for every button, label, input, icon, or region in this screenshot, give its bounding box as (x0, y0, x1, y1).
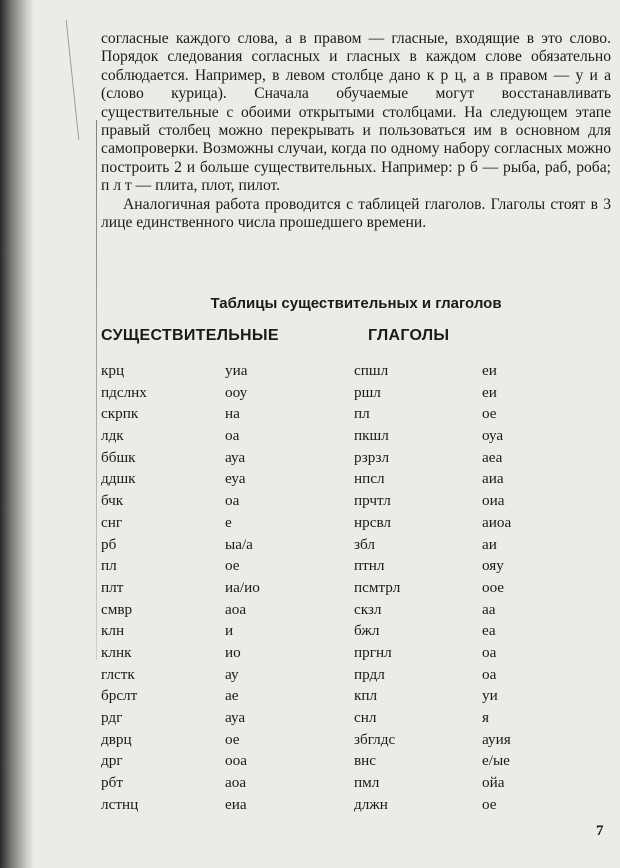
noun-consonants-cell: рдг (101, 709, 123, 726)
table-row (0, 687, 620, 709)
table-row (0, 405, 620, 427)
noun-consonants-cell: бчк (101, 492, 124, 510)
noun-consonants-cell: лстнц (101, 795, 139, 813)
verb-consonants-cell: прдл (354, 665, 385, 683)
verb-vowels-cell: е/ые (482, 752, 510, 770)
verb-vowels-cell: оа (482, 665, 497, 683)
noun-vowels-cell: ооа (225, 752, 247, 770)
verb-consonants-cell: псмтрл (354, 578, 401, 596)
verb-consonants-cell: кпл (354, 687, 378, 705)
verb-vowels-cell: аа (482, 600, 496, 618)
noun-consonants-cell: дврц (101, 730, 132, 748)
noun-consonants-cell: крц (101, 362, 125, 379)
noun-vowels-cell: ауа (225, 448, 246, 466)
table-row (0, 752, 620, 774)
table-row (0, 709, 620, 731)
page-number: 7 (596, 823, 604, 839)
table-row (0, 557, 620, 579)
noun-consonants-cell: ддшк (101, 470, 136, 488)
verb-consonants-cell: нрсвл (354, 513, 392, 531)
verb-consonants-cell: нпсл (354, 470, 385, 488)
noun-vowels-cell: е (225, 513, 232, 531)
verb-vowels-cell: ауия (482, 730, 511, 748)
verb-consonants-cell: прчтл (354, 492, 391, 510)
table-row (0, 774, 620, 796)
table-title: Таблицы существительных и глаголов (210, 295, 502, 312)
noun-vowels-cell: ау (225, 665, 239, 683)
noun-vowels-cell: ауа (225, 709, 246, 726)
verbs-header: ГЛАГОЛЫ (368, 327, 450, 344)
verb-consonants-cell: внс (354, 752, 377, 770)
verb-consonants-cell: ршл (354, 383, 381, 401)
noun-consonants-cell: скрпк (101, 405, 139, 423)
noun-vowels-cell: ыа/а (225, 535, 253, 553)
verb-consonants-cell: бжл (354, 622, 380, 640)
table-row (0, 731, 620, 753)
noun-consonants-cell: ббшк (101, 448, 136, 466)
noun-consonants-cell: рб (101, 535, 117, 553)
paragraph-1: согласные каждого слова, а в правом — гласные, входящие в это слово. Порядок следования согласных и гласных в каждом слове обязательно соблюдается. Например, в левом столбце дано к р ц, а в правом — у и а (слово курица). Сначала обучаемые могут восстанавливать существительные с обоими открытыми столбцами. На следующем этапе правый столбец можно перекрывать и пользоваться им в основном для самопроверки. Возможны случаи, когда по одному набору согласных можно построить 2 и больше существительных. Например: р б — рыба, раб, роба; п л т — плита, плот, пилот. (101, 30, 611, 195)
verb-consonants-cell: спшл (354, 362, 389, 379)
body-text (101, 30, 611, 232)
noun-vowels-cell: аоа (225, 600, 247, 618)
table-row (0, 601, 620, 623)
table-row (0, 579, 620, 601)
table-row (0, 384, 620, 406)
verb-vowels-cell: аиа (482, 470, 504, 488)
margin-mark (66, 20, 80, 139)
verb-consonants-cell: збл (354, 535, 375, 553)
verb-consonants-cell: пргнл (354, 643, 392, 661)
table-row (0, 644, 620, 666)
table-row (0, 514, 620, 536)
verb-vowels-cell: ое (482, 795, 497, 813)
noun-consonants-cell: клн (101, 622, 125, 640)
noun-vowels-cell: ое (225, 557, 240, 575)
noun-vowels-cell: аоа (225, 774, 247, 792)
noun-consonants-cell: пдслнх (101, 383, 147, 401)
noun-consonants-cell: брслт (101, 687, 138, 705)
noun-consonants-cell: пл (101, 557, 117, 575)
verb-vowels-cell: еа (482, 622, 496, 640)
noun-consonants-cell: снг (101, 513, 123, 531)
noun-consonants-cell: клнк (101, 643, 132, 661)
noun-consonants-cell: смвр (101, 600, 133, 618)
noun-consonants-cell: дрг (101, 752, 123, 770)
noun-vowels-cell: на (225, 405, 240, 423)
table-row (0, 666, 620, 688)
noun-vowels-cell: ое (225, 730, 240, 748)
verb-vowels-cell: аеа (482, 448, 503, 466)
table-row (0, 492, 620, 514)
verb-consonants-cell: збглдс (354, 730, 396, 748)
verb-vowels-cell: аи (482, 535, 497, 553)
table-row (0, 796, 620, 818)
verb-vowels-cell: ое (482, 405, 497, 423)
table-row (0, 449, 620, 471)
noun-vowels-cell: оа (225, 427, 240, 445)
verb-vowels-cell: еи (482, 362, 497, 379)
table-row (0, 362, 620, 384)
verb-vowels-cell: оиа (482, 492, 505, 510)
noun-vowels-cell: иа/ио (225, 578, 260, 596)
noun-vowels-cell: уиа (225, 362, 248, 379)
verb-vowels-cell: ояу (482, 557, 504, 575)
verb-consonants-cell: скзл (354, 600, 382, 618)
noun-vowels-cell: еиа (225, 795, 247, 813)
table-row (0, 427, 620, 449)
verb-consonants-cell: птнл (354, 557, 385, 575)
verb-consonants-cell: пмл (354, 774, 380, 792)
verb-consonants-cell: длжн (354, 795, 388, 813)
verb-vowels-cell: уи (482, 687, 498, 705)
verb-vowels-cell: аиоа (482, 513, 512, 531)
noun-vowels-cell: ио (225, 643, 241, 661)
paragraph-2: Аналогичная работа проводится с таблицей глаголов. Глаголы стоят в 3 лице единственного числа прошедшего времени. (101, 195, 611, 232)
noun-vowels-cell: ае (225, 687, 239, 705)
verb-vowels-cell: ооe (482, 578, 504, 596)
noun-vowels-cell: оа (225, 492, 240, 510)
table-row (0, 622, 620, 644)
noun-vowels-cell: еуа (225, 470, 246, 488)
verb-vowels-cell: я (482, 709, 489, 726)
verb-consonants-cell: пл (354, 405, 370, 423)
noun-consonants-cell: плт (101, 578, 124, 596)
verb-vowels-cell: еи (482, 383, 497, 401)
word-table (0, 362, 620, 817)
table-row (0, 470, 620, 492)
noun-consonants-cell: глстк (101, 665, 135, 683)
verb-vowels-cell: оа (482, 643, 497, 661)
noun-vowels-cell: и (225, 622, 234, 640)
verb-consonants-cell: рзрзл (354, 448, 390, 466)
noun-consonants-cell: лдк (101, 427, 124, 445)
noun-vowels-cell: ооу (225, 383, 248, 401)
table-row (0, 536, 620, 558)
nouns-header: СУЩЕСТВИТЕЛЬНЫЕ (101, 327, 279, 344)
verb-consonants-cell: пкшл (354, 427, 389, 445)
verb-consonants-cell: снл (354, 709, 377, 726)
verb-vowels-cell: оуа (482, 427, 504, 445)
noun-consonants-cell: рбт (101, 774, 123, 792)
verb-vowels-cell: ойа (482, 774, 505, 792)
